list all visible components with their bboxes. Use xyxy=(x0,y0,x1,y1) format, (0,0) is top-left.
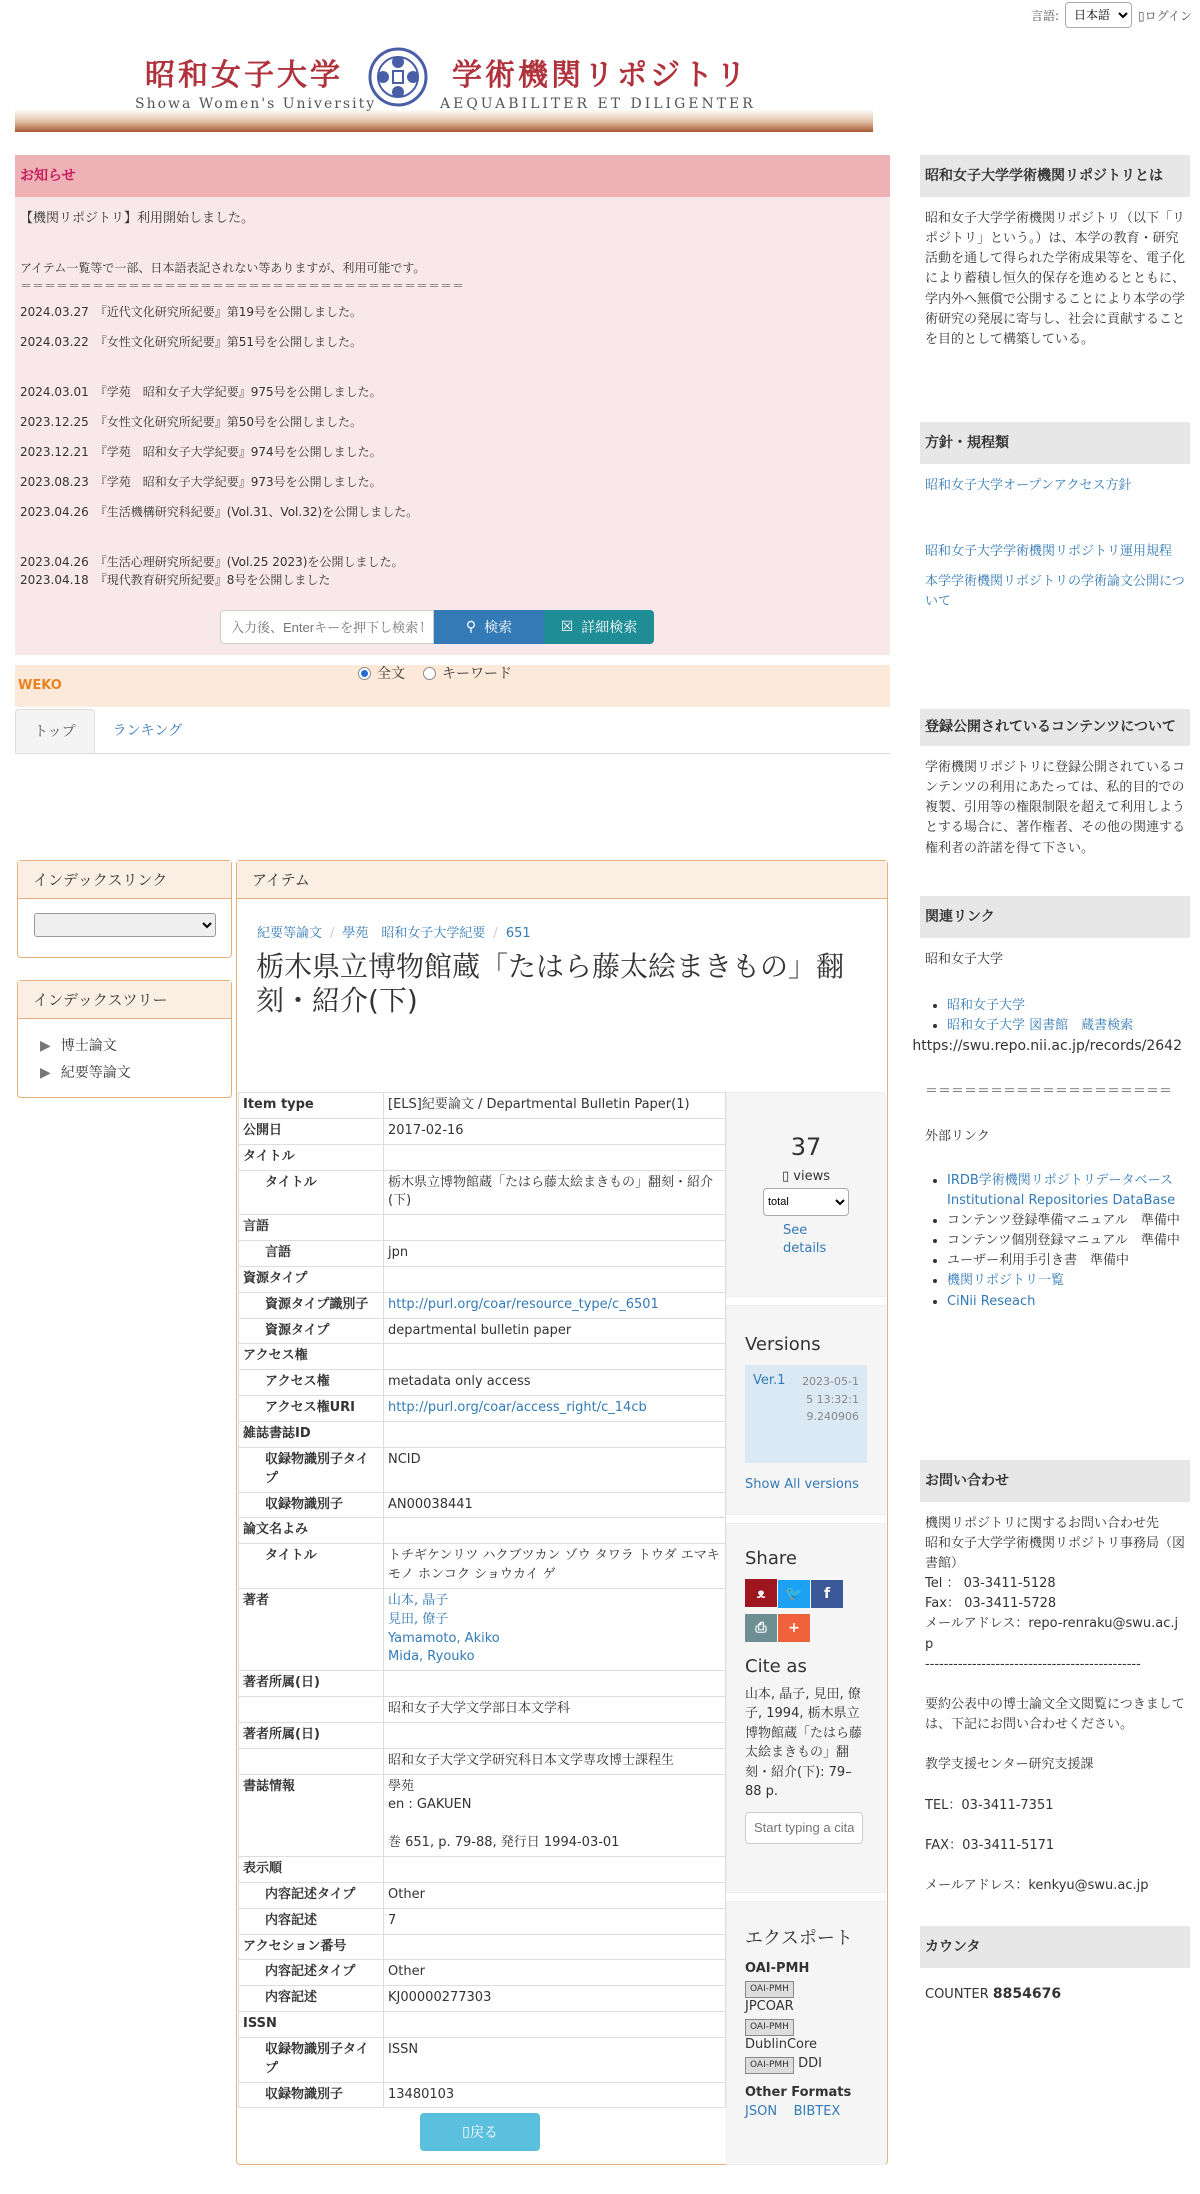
banner-subtitle-right: AEQUABILITER ET DILIGENTER xyxy=(440,96,756,112)
notice-line: 【機関リポジトリ】利用開始しました。 xyxy=(20,211,255,226)
metadata-key: 言語 xyxy=(239,1241,384,1267)
print-icon[interactable]: ⎙ xyxy=(745,1614,777,1642)
metadata-key: 言語 xyxy=(239,1215,384,1241)
tree-item-bulletin[interactable]: ▶ 紀要等論文 xyxy=(40,1060,231,1087)
metadata-key: 表示順 xyxy=(239,1857,384,1883)
metadata-value xyxy=(384,1144,726,1170)
metadata-row xyxy=(239,1588,726,1670)
banner-title-left: 昭和女子大学 xyxy=(145,58,343,93)
notice-line: 2023.12.21 『学苑 昭和女子大学紀要』974号を公開しました。 xyxy=(20,444,382,459)
metadata-value xyxy=(384,1215,726,1241)
metadata-value xyxy=(384,2012,726,2038)
related-org: 昭和女子大学 xyxy=(925,952,1004,967)
metadata-value xyxy=(384,1722,726,1748)
search-bar xyxy=(220,610,654,644)
policy-link-openaccess[interactable]: 昭和女子大学オープンアクセス方針 xyxy=(925,478,1132,493)
metadata-value xyxy=(384,1266,726,1292)
metadata-value: metadata only access xyxy=(384,1370,726,1396)
metadata-row xyxy=(239,1318,726,1344)
metadata-row xyxy=(239,1344,726,1370)
citation-style-input[interactable] xyxy=(745,1812,863,1844)
metadata-value: トチギケンリツ ハクブツカン ゾウ タワラ トウダ エマキモノ ホンコク ショウカイ ゲ xyxy=(384,1544,726,1589)
metadata-row xyxy=(239,1266,726,1292)
item-title: 栃木県立博物館蔵「たはら藤太絵まきもの」翻刻・紹介(下) xyxy=(256,950,845,1017)
metadata-key: タイトル xyxy=(239,1170,384,1215)
metadata-value: Other xyxy=(384,1960,726,1986)
metadata-row xyxy=(239,1857,726,1883)
metadata-value xyxy=(384,1344,726,1370)
metadata-key: 論文名よみ xyxy=(239,1518,384,1544)
metadata-key: アクセス権 xyxy=(239,1370,384,1396)
registration-text: 学術機関リポジトリに登録公開されているコンテンツの利用にあたっては、私的目的での複製、引用等の権限制限を超えて利用しようとする場合に、著作権者、その他の関連する権利者の許諾を得て下さい。 xyxy=(925,760,1186,856)
notice-heading: お知らせ xyxy=(15,155,890,197)
caret-right-icon: ▶ xyxy=(40,1038,51,1054)
versions-box xyxy=(726,1305,886,1515)
banner-title-right: 学術機関リポジトリ xyxy=(452,58,749,93)
notice-line: 2023.12.25 『女性文化研究所紀要』第50号を公開しました。 xyxy=(20,414,362,429)
index-tree-heading: インデックスツリー xyxy=(18,981,231,1019)
contact-text: 機関リポジトリに関するお問い合わせ先 昭和女子大学学術機関リポジトリ事務局（図書館） Tel ： 03-3411-5128 Fax： 03-3411-5728 メールアドレス：repo-renraku@swu.ac.jp ---------------------------------------------- 要約公表中の博士論文全文閲覧につきましては、下記にお問い合わせください。 教学支援センター研究支援課 TEL：03-3411-7351 FAX：03-3411-5171 メールアドレス：kenkyu@swu.ac.jp xyxy=(925,1515,1186,1894)
metadata-key: 著者所属(日) xyxy=(239,1671,384,1697)
metadata-key: 著者 xyxy=(239,1588,384,1670)
banner-subtitle-left: Showa Women's University xyxy=(135,96,377,112)
metadata-row xyxy=(239,1697,726,1723)
metadata-value: 13480103 xyxy=(384,2082,726,2108)
external-link-item[interactable]: • 機関リポジトリ一覧 xyxy=(947,1271,1185,1291)
language-label: 言語: xyxy=(1030,8,1059,23)
metadata-key: 公開日 xyxy=(239,1118,384,1144)
metadata-row xyxy=(239,1774,726,1856)
export-bibtex-link[interactable]: BIBTEX xyxy=(793,2103,841,2119)
counter-heading: カウンタ xyxy=(920,1926,1190,1968)
metadata-key: 収録物識別子タイプ xyxy=(239,1447,384,1492)
metadata-key: アクセス権 xyxy=(239,1344,384,1370)
notice-line: 2024.03.22 『女性文化研究所紀要』第51号を公開しました。 xyxy=(20,334,362,349)
metadata-key: 著者所属(日) xyxy=(239,1722,384,1748)
metadata-table xyxy=(238,1092,726,2108)
separator-line: ＝＝＝＝＝＝＝＝＝＝＝＝＝＝＝＝＝＝＝ xyxy=(925,1084,1173,1100)
metadata-key: 内容記述 xyxy=(239,1908,384,1934)
metadata-key: 資源タイプ xyxy=(239,1266,384,1292)
advanced-search-icon: ☒ xyxy=(560,619,574,635)
jpcoar-label: JPCOAR xyxy=(745,1998,794,2014)
export-heading: エクスポート xyxy=(745,1928,853,1949)
cite-heading: Cite as xyxy=(745,1655,807,1677)
cite-text: 山本, 晶子, 見田, 僚子, 1994, 栃木県立博物館蔵「たはら藤太絵まきもの」翻刻・紹介(下): 79–88 p. xyxy=(745,1686,863,1799)
counter xyxy=(920,1968,1190,2018)
metadata-row xyxy=(239,1908,726,1934)
counter-value: 8854676 xyxy=(992,1985,1062,2002)
version-entry[interactable] xyxy=(745,1365,867,1463)
metadata-value: jpn xyxy=(384,1241,726,1267)
metadata-key: 内容記述タイプ xyxy=(239,1882,384,1908)
twitter-icon[interactable]: 🐦 xyxy=(778,1580,810,1608)
metadata-row xyxy=(239,1518,726,1544)
metadata-key: タイトル xyxy=(239,1144,384,1170)
facebook-icon[interactable]: f xyxy=(811,1580,843,1608)
metadata-key: 収録物識別子 xyxy=(239,1492,384,1518)
metadata-value: [ELS]紀要論文 / Departmental Bulletin Paper(1) xyxy=(384,1093,726,1119)
version-link[interactable]: Ver.1 xyxy=(753,1373,786,1388)
top-bar xyxy=(1031,0,1200,30)
metadata-key: 書誌情報 xyxy=(239,1774,384,1856)
plus-icon[interactable]: + xyxy=(778,1614,810,1642)
export-box xyxy=(726,1901,886,2165)
notice-line: 2024.03.01 『学苑 昭和女子大学紀要』975号を公開しました。 xyxy=(20,384,382,399)
index-link-heading: インデックスリンク xyxy=(18,861,231,899)
policy-heading: 方針・規程類 xyxy=(920,422,1190,464)
export-json-link[interactable]: JSON xyxy=(745,2103,778,2119)
tab-top[interactable]: トップ xyxy=(15,709,95,753)
login-link[interactable]: ▯ログイン xyxy=(1137,8,1192,23)
external-link-item: • コンテンツ個別登録マニュアル 準備中 xyxy=(947,1231,1185,1251)
metadata-key: 雑誌書誌ID xyxy=(239,1421,384,1447)
metadata-value[interactable]: 山本, 晶子 見田, 僚子 Yamamoto, Akiko Mida, Ryouko xyxy=(384,1588,726,1670)
metadata-row xyxy=(239,2012,726,2038)
metadata-value[interactable]: http://purl.org/coar/access_right/c_14cb xyxy=(384,1396,726,1422)
metadata-value: 栃木県立博物館蔵「たはら藤太絵まきもの」翻刻・紹介(下) xyxy=(384,1170,726,1215)
metadata-key: 資源タイプ識別子 xyxy=(239,1292,384,1318)
notice-line: アイテム一覧等で一部、日本語表記されない等ありますが、利用可能です。 xyxy=(20,260,426,275)
about-heading: 昭和女子大学学術機関リポジトリとは xyxy=(920,155,1190,197)
metadata-row xyxy=(239,1215,726,1241)
metadata-key: 内容記述タイプ xyxy=(239,1960,384,1986)
metadata-value: 學苑 en : GAKUEN 巻 651, p. 79-88, 発行日 1994-03-01 xyxy=(384,1774,726,1856)
caret-right-icon: ▶ xyxy=(40,1064,51,1081)
metadata-row xyxy=(239,1093,726,1119)
metadata-row xyxy=(239,1882,726,1908)
metadata-value xyxy=(384,1857,726,1883)
breadcrumb: 紀要等論文 / 學苑 昭和女子大学紀要 / 651 xyxy=(257,926,531,941)
metadata-value: ISSN xyxy=(384,2037,726,2082)
share-box xyxy=(726,1523,886,1893)
metadata-value xyxy=(384,1518,726,1544)
notice-line: 2023.04.18 『現代教育研究所紀要』8号を公開しました xyxy=(20,572,331,587)
metadata-value: Other xyxy=(384,1882,726,1908)
see-details-link[interactable]: See details xyxy=(783,1223,827,1257)
mendeley-icon[interactable]: ᴥ xyxy=(745,1579,777,1607)
external-link-item: • ユーザー利用手引き書 準備中 xyxy=(947,1251,1185,1271)
related-links xyxy=(920,938,1190,1324)
policy-link-rules[interactable]: 昭和女子大学学術機関リポジトリ運用規程 xyxy=(925,544,1173,560)
counter-label: COUNTER xyxy=(925,1986,989,2002)
metadata-key: 収録物識別子 xyxy=(239,2082,384,2108)
notice-line: ＝＝＝＝＝＝＝＝＝＝＝＝＝＝＝＝＝＝＝＝＝＝＝＝＝＝＝＝＝＝＝＝＝＝＝＝＝ xyxy=(20,278,465,293)
metadata-row xyxy=(239,1544,726,1589)
search-input[interactable] xyxy=(220,610,434,644)
metadata-row xyxy=(239,1934,726,1960)
metadata-value: AN00038441 xyxy=(384,1492,726,1518)
metadata-row xyxy=(239,1370,726,1396)
breadcrumb-item[interactable]: 學苑 昭和女子大学紀要 xyxy=(342,926,486,941)
metadata-row xyxy=(239,1292,726,1318)
about-text: 昭和女子大学学術機関リポジトリ（以下「リポジトリ」という。）は、本学の教育・研究活動を通して得られた学術成果等を、電子化により蓄積し恒久的保存を進めるとともに、学内外へ無償で公開することにより本学の学術研究の発展に寄与し、社会に貢献することを目的として構築している。 xyxy=(925,211,1186,347)
metadata-row xyxy=(239,2082,726,2108)
external-links-list xyxy=(925,1171,1185,1312)
policy-links xyxy=(920,464,1190,709)
metadata-key xyxy=(239,1697,384,1723)
radio-keyword[interactable]: キーワード xyxy=(423,663,512,683)
notice-line: 2023.04.26 『生活心理研究所紀要』(Vol.25 2023)を公開しました。 xyxy=(20,554,404,569)
metadata-row xyxy=(239,1118,726,1144)
metadata-row xyxy=(239,1986,726,2012)
metadata-key: タイトル xyxy=(239,1544,384,1589)
index-link-select[interactable] xyxy=(34,913,216,937)
site-banner[interactable] xyxy=(15,28,873,132)
external-link-item: • コンテンツ登録準備マニュアル 準備中 xyxy=(947,1211,1185,1231)
dublincore-label: DublinCore xyxy=(745,2036,818,2052)
university-crest-icon xyxy=(367,46,429,108)
related-link-library[interactable]: 昭和女子大学 図書館 蔵書検索 xyxy=(947,1018,1134,1034)
notice-body xyxy=(15,197,890,655)
metadata-value: KJ00000277303 xyxy=(384,1986,726,2012)
other-formats-label: Other Formats xyxy=(745,2084,852,2100)
index-tree xyxy=(18,1019,231,1086)
notice-line: 2023.04.26 『生活機構研究科紀要』(Vol.31、Vol.32)を公開しました。 xyxy=(20,504,419,519)
metadata-value xyxy=(384,1421,726,1447)
notice-line: 2024.03.27 『近代文化研究所紀要』第19号を公開しました。 xyxy=(20,304,362,319)
external-links-label: 外部リンク xyxy=(925,1128,990,1144)
oai-badge[interactable]: OAI-PMH xyxy=(745,2019,794,2036)
metadata-key: 内容記述 xyxy=(239,1986,384,2012)
metadata-key xyxy=(239,1748,384,1774)
metadata-value: departmental bulletin paper xyxy=(384,1318,726,1344)
metadata-row xyxy=(239,1241,726,1267)
metadata-value xyxy=(384,1671,726,1697)
search-icon: ⚲ xyxy=(465,619,477,635)
metadata-row xyxy=(239,1492,726,1518)
metadata-row xyxy=(239,1671,726,1697)
contact-heading: お問い合わせ xyxy=(920,1460,1190,1502)
metadata-row xyxy=(239,1421,726,1447)
metadata-value: 2017-02-16 xyxy=(384,1118,726,1144)
policy-link-thesis[interactable]: 本学学術機関リポジトリの学術論文公開について xyxy=(925,574,1185,610)
share-heading: Share xyxy=(745,1548,797,1569)
metadata-value[interactable]: http://purl.org/coar/resource_type/c_6501 xyxy=(384,1292,726,1318)
metadata-key: Item type xyxy=(239,1093,384,1119)
advanced-search-button[interactable]: ☒ 詳細検索 xyxy=(544,610,654,644)
metadata-key: ISSN xyxy=(239,2012,384,2038)
metadata-row xyxy=(239,1447,726,1492)
right-sidebar xyxy=(920,155,1190,2017)
oai-badge[interactable]: OAI-PMH xyxy=(745,2057,794,2074)
metadata-row xyxy=(239,1170,726,1215)
metadata-key: 収録物識別子タイプ xyxy=(239,2037,384,2082)
show-all-versions-link[interactable]: Show All versions xyxy=(745,1477,859,1492)
index-tree-panel xyxy=(17,980,232,1098)
metadata-key: アクセション番号 xyxy=(239,1934,384,1960)
metadata-row xyxy=(239,1396,726,1422)
metadata-value xyxy=(384,1934,726,1960)
metadata-row xyxy=(239,1748,726,1774)
views-period-select[interactable] xyxy=(763,1188,849,1216)
index-link-panel xyxy=(17,860,232,958)
oai-badge[interactable]: OAI-PMH xyxy=(745,1981,794,1998)
eye-icon: ▯ xyxy=(781,1169,790,1184)
versions-heading: Versions xyxy=(745,1334,821,1355)
tree-item-doctoral[interactable]: ▶ 博士論文 xyxy=(40,1033,231,1060)
metadata-value: NCID xyxy=(384,1447,726,1492)
views-count: 37 xyxy=(790,1133,822,1161)
external-link-item[interactable]: • IRDB学術機関リポジトリデータベース Institutional Repositories DataBase xyxy=(947,1171,1185,1211)
metadata-value: 昭和女子大学文学部日本文学科 xyxy=(384,1697,726,1723)
ddi-label: DDI xyxy=(798,2055,822,2071)
back-button[interactable]: ▯ 戻る xyxy=(420,2113,540,2151)
related-link-university[interactable]: 昭和女子大学 xyxy=(947,998,1026,1014)
notice-line: 2023.08.23 『学苑 昭和女子大学紀要』973号を公開しました。 xyxy=(20,474,382,489)
search-mode xyxy=(358,663,512,683)
radio-fulltext[interactable]: 全文 xyxy=(358,663,405,683)
metadata-row xyxy=(239,2037,726,2082)
weko-heading: WEKO xyxy=(15,665,890,707)
item-panel-heading: アイテム xyxy=(237,861,887,899)
version-date: 2023-05-15 13:32:19.240906 xyxy=(802,1375,859,1424)
external-link-item[interactable]: • CiNii Reseach xyxy=(947,1292,1185,1312)
views-label: ▯ views xyxy=(781,1169,830,1184)
related-links-heading: 関連リンク xyxy=(920,896,1190,938)
metadata-value: 昭和女子大学文学研究科日本文学専攻博士課程生 xyxy=(384,1748,726,1774)
breadcrumb-item[interactable]: 651 xyxy=(505,926,531,941)
back-arrow-icon: ▯ xyxy=(462,2124,470,2140)
metadata-row xyxy=(239,1960,726,1986)
search-button[interactable]: ⚲ 検索 xyxy=(434,610,544,644)
item-url: https://swu.repo.nii.ac.jp/records/2642 xyxy=(912,1038,1182,1054)
tab-bar xyxy=(15,710,890,754)
tab-ranking[interactable]: ランキング xyxy=(112,723,183,739)
views-box xyxy=(726,1092,886,1297)
metadata-row xyxy=(239,1722,726,1748)
metadata-value: 7 xyxy=(384,1908,726,1934)
oai-pmh-label: OAI-PMH xyxy=(745,1961,810,1977)
metadata-key: 資源タイプ xyxy=(239,1318,384,1344)
metadata-key: アクセス権URI xyxy=(239,1396,384,1422)
language-select[interactable] xyxy=(1065,2,1132,28)
registration-heading: 登録公開されているコンテンツについて xyxy=(920,709,1190,746)
metadata-row xyxy=(239,1144,726,1170)
breadcrumb-item[interactable]: 紀要等論文 xyxy=(257,926,323,941)
